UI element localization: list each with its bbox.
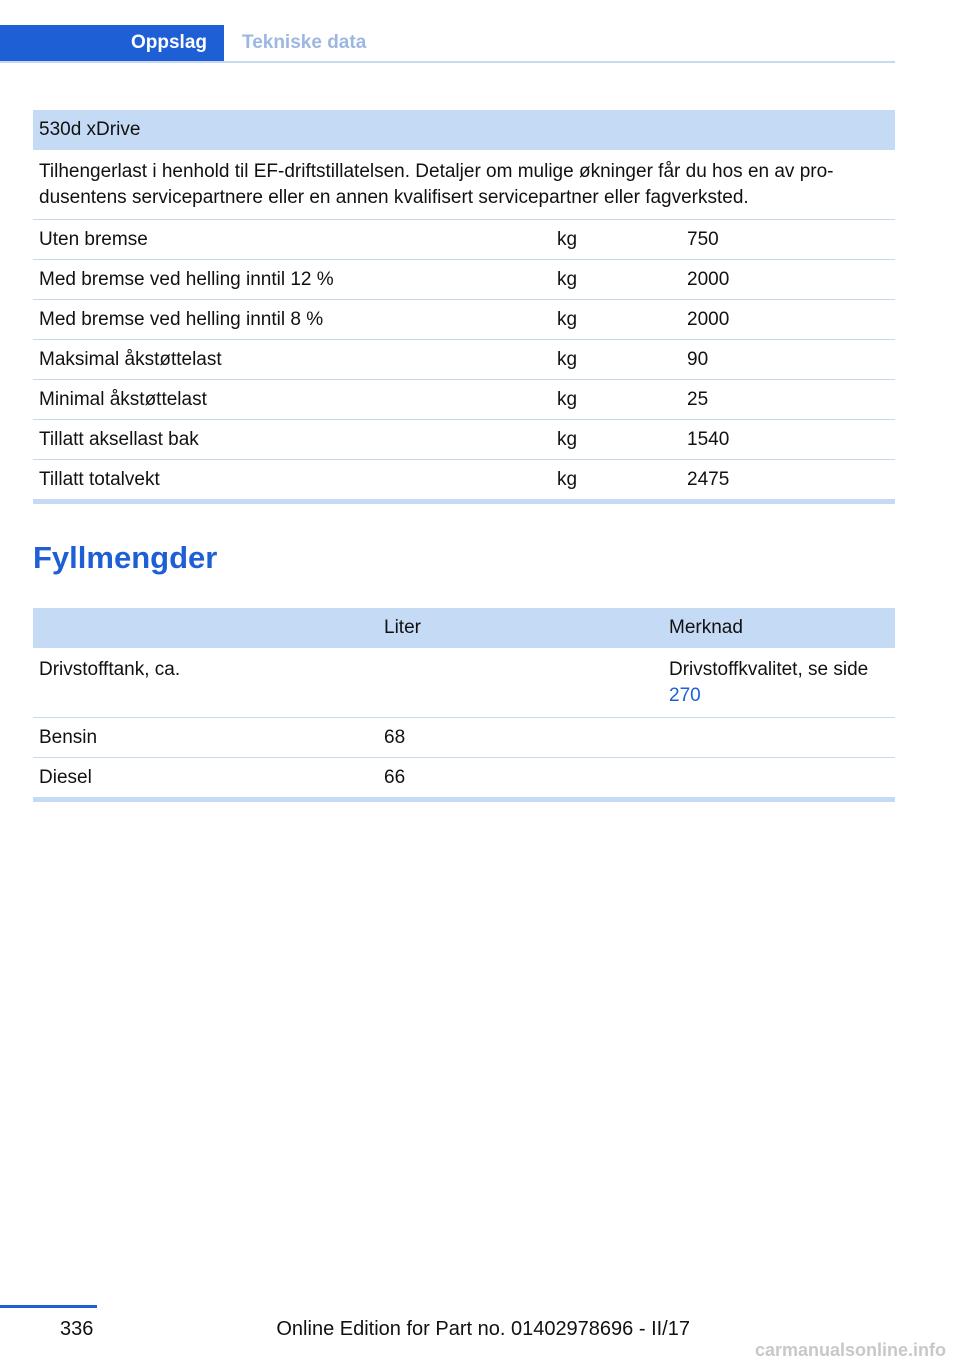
fill-quantities-table bbox=[33, 608, 895, 802]
row-value: 90 bbox=[681, 340, 895, 380]
row-label: Minimal åkstøttelast bbox=[33, 380, 551, 420]
column-header-blank bbox=[33, 608, 378, 648]
row-value: 750 bbox=[681, 220, 895, 260]
row-label: Med bremse ved helling inntil 12 % bbox=[33, 260, 551, 300]
row-value: 2000 bbox=[681, 260, 895, 300]
table-title: 530d xDrive bbox=[33, 110, 895, 150]
edition-note: Online Edition for Part no. 01402978696 - II/17 bbox=[276, 1318, 690, 1340]
row-note bbox=[663, 648, 895, 718]
column-header-liter: Liter bbox=[378, 608, 663, 648]
row-liter bbox=[378, 648, 663, 718]
row-label: Bensin bbox=[33, 718, 378, 758]
row-label: Tillatt totalvekt bbox=[33, 460, 551, 502]
row-unit: kg bbox=[551, 300, 681, 340]
row-unit: kg bbox=[551, 220, 681, 260]
table-description: Tilhengerlast i henhold til EF-driftstillatelsen. Detaljer om mulige økninger får du hos en av pro-dusentens servicepartnere eller en annen kvalifisert servicepartner eller fagverksted. bbox=[33, 150, 895, 220]
row-label: Drivstofftank, ca. bbox=[33, 648, 378, 718]
row-value: 25 bbox=[681, 380, 895, 420]
header-tabs bbox=[0, 25, 895, 63]
row-note bbox=[663, 758, 895, 800]
row-unit: kg bbox=[551, 340, 681, 380]
row-label: Tillatt aksellast bak bbox=[33, 420, 551, 460]
row-liter: 66 bbox=[378, 758, 663, 800]
row-value: 2475 bbox=[681, 460, 895, 502]
row-unit: kg bbox=[551, 460, 681, 502]
row-unit: kg bbox=[551, 260, 681, 300]
row-label: Maksimal åkstøttelast bbox=[33, 340, 551, 380]
row-value: 2000 bbox=[681, 300, 895, 340]
row-note bbox=[663, 718, 895, 758]
page-reference-link[interactable]: 270 bbox=[669, 685, 701, 706]
section-title: Fyllmengder bbox=[33, 540, 218, 575]
row-label: Diesel bbox=[33, 758, 378, 800]
column-header-merknad: Merknad bbox=[663, 608, 895, 648]
row-label: Uten bremse bbox=[33, 220, 551, 260]
tab-tekniske-data[interactable]: Tekniske data bbox=[242, 32, 367, 53]
footer-accent-line bbox=[0, 1305, 97, 1308]
row-liter: 68 bbox=[378, 718, 663, 758]
note-text: Drivstoffkvalitet, se side bbox=[669, 659, 869, 680]
trailer-load-table bbox=[33, 110, 895, 504]
tab-oppslag[interactable]: Oppslag bbox=[0, 25, 224, 61]
row-unit: kg bbox=[551, 420, 681, 460]
row-value: 1540 bbox=[681, 420, 895, 460]
page-number: 336 bbox=[60, 1318, 94, 1340]
watermark: carmanualsonline.info bbox=[754, 1340, 946, 1360]
row-unit: kg bbox=[551, 380, 681, 420]
row-label: Med bremse ved helling inntil 8 % bbox=[33, 300, 551, 340]
